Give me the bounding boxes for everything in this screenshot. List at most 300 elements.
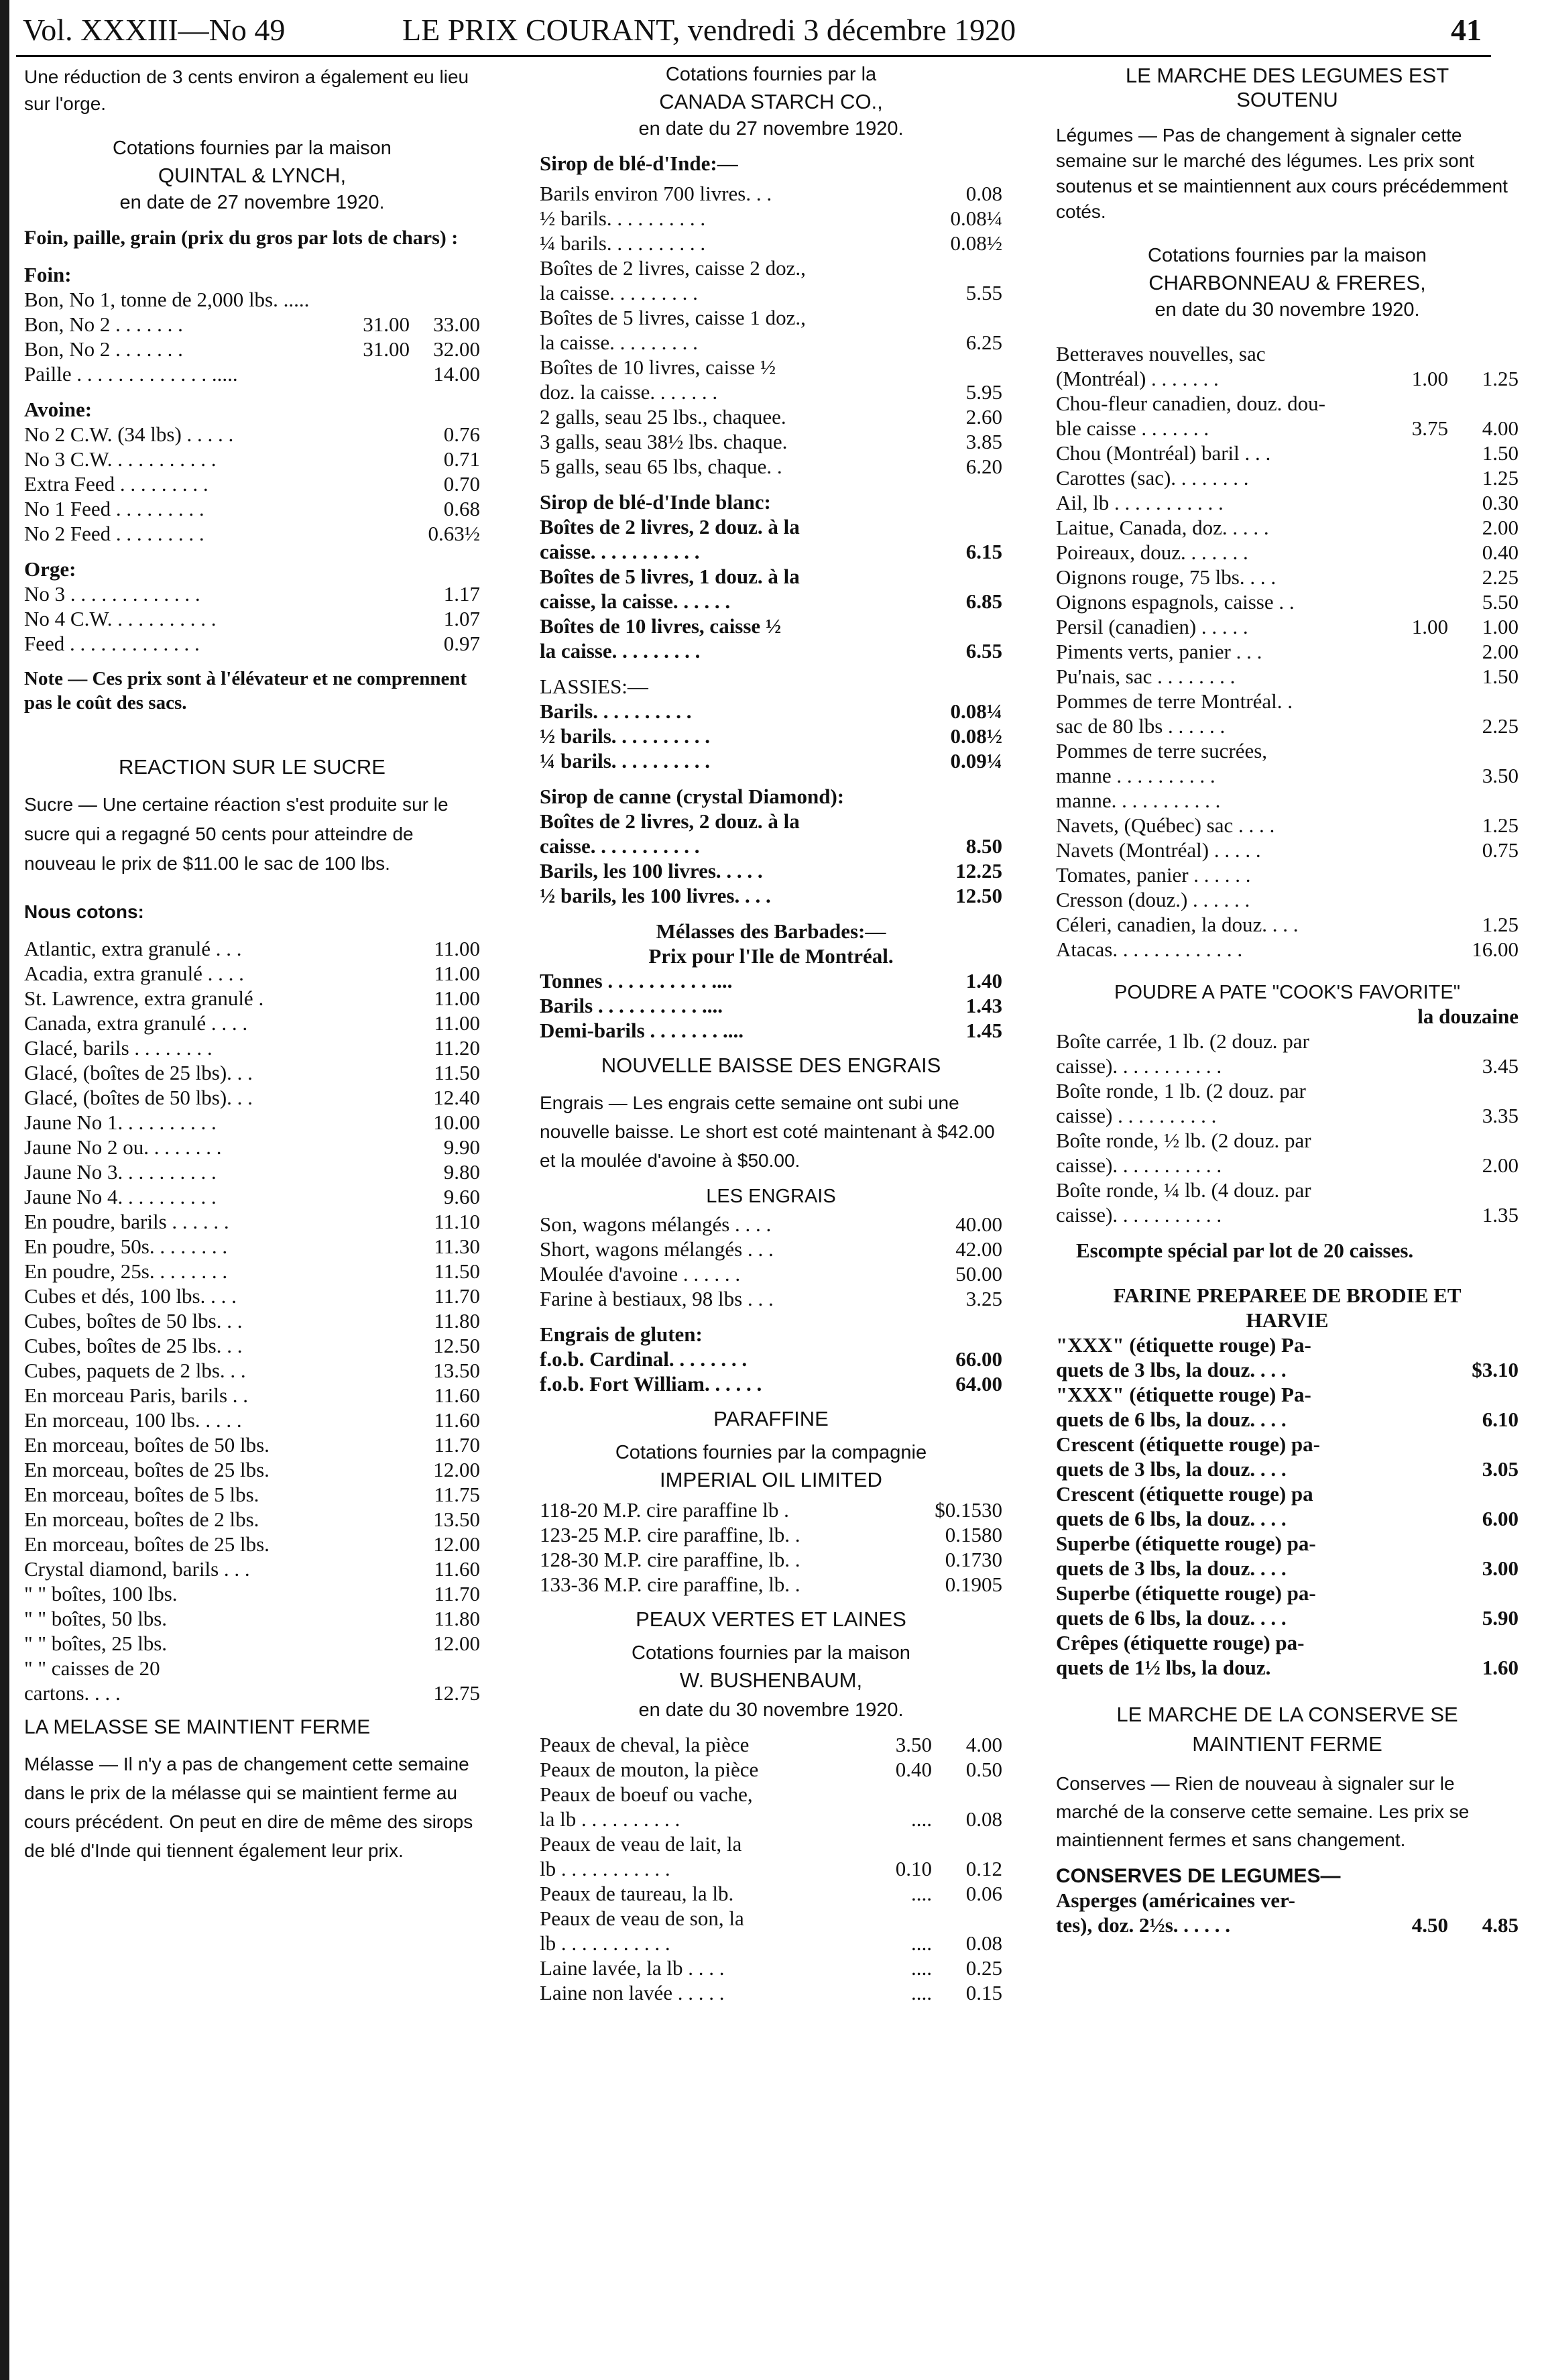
charbonneau-source-line1: Cotations fournies par la maison [1148, 245, 1427, 266]
price-max: 1.00 [1482, 615, 1519, 638]
price-line [1056, 515, 1519, 540]
price-line [1056, 465, 1519, 490]
price-item-label: En morceau, boîtes de 5 lbs. [24, 1483, 259, 1506]
price-item-label: Glacé, barils . . . . . . . . [24, 1036, 213, 1060]
price-min: 31.00 [363, 313, 410, 336]
price-line [540, 231, 1002, 256]
price-line [1056, 813, 1519, 838]
price-line [24, 1358, 480, 1383]
price-max: 0.08 [965, 1931, 1002, 1955]
price-line [1056, 1103, 1519, 1128]
barbades-subtitle: Prix pour l'Ile de Montréal. [648, 944, 894, 968]
price-item-label: Bon, No 1, tonne de 2,000 lbs. ..... [24, 288, 310, 311]
price-item-label: En morceau Paris, barils . . [24, 1383, 249, 1407]
price-min: .... [911, 1807, 932, 1831]
price-value: 1.60 [1482, 1656, 1519, 1679]
price-line [24, 1457, 480, 1482]
conserve-text: Conserves — Rien de nouveau à signaler sur le marché de la conserve cette semaine. Les prix se maintiennent fermes et sans changement. [1056, 1773, 1470, 1850]
price-item-label: Crescent (étiquette rouge) pa [1056, 1482, 1313, 1506]
paraffine-price-list [540, 1497, 1002, 1597]
price-line [540, 1286, 1002, 1311]
price-min [1378, 664, 1448, 689]
price-line [24, 471, 480, 496]
price-item-label: No 4 C.W. . . . . . . . . . . [24, 607, 217, 630]
price-item-label: ble caisse . . . . . . . [1056, 416, 1209, 440]
price-item-label: doz. la caisse. . . . . . . [540, 380, 718, 404]
price-item-label: Superbe (étiquette rouge) pa- [1056, 1532, 1316, 1555]
price-value: 11.60 [434, 1383, 480, 1407]
gluten-price-list [540, 1347, 1002, 1396]
price-value [1425, 1178, 1519, 1202]
price-line [24, 1259, 480, 1284]
price-item-label: Oignons espagnols, caisse . . [1056, 590, 1295, 614]
price-line [540, 834, 1002, 858]
price-item-label: Boîte ronde, 1 lb. (2 douz. par [1056, 1079, 1306, 1102]
foin-heading: Foin, paille, grain (prix du gros par lots de chars) : [24, 227, 459, 249]
price-item-label: 2 galls, seau 25 lbs., chaquee. [540, 405, 786, 429]
price-line [24, 1333, 480, 1358]
price-line [540, 1732, 1002, 1757]
price-max: 0.15 [965, 1981, 1002, 2004]
price-item-label: "XXX" (étiquette rouge) Pa- [1056, 1333, 1311, 1357]
price-max: 1.25 [1482, 367, 1519, 390]
price-item-label: En morceau, boîtes de 25 lbs. [24, 1458, 270, 1481]
price-line [1056, 862, 1519, 887]
price-item-label: En poudre, 50s. . . . . . . . [24, 1235, 228, 1258]
price-line [24, 1110, 480, 1135]
column-2 [540, 64, 1002, 2005]
price-line [1056, 1357, 1519, 1382]
price-max: 4.85 [1482, 1913, 1519, 1937]
price-line [540, 699, 1002, 724]
price-value: 3.35 [1482, 1104, 1519, 1127]
price-value [908, 809, 1002, 834]
price-value: 11.50 [434, 1259, 480, 1283]
price-item-label: Peaux de mouton, la pièce [540, 1758, 759, 1781]
price-value: 11.20 [434, 1036, 480, 1060]
price-line [24, 986, 480, 1011]
price-line [24, 1135, 480, 1159]
page-header [16, 7, 1491, 57]
price-item-label: Chou-fleur canadien, douz. dou- [1056, 392, 1326, 415]
price-item-label: ¼ barils. . . . . . . . . . [540, 749, 711, 773]
price-line [1056, 1506, 1519, 1531]
price-item-label: " " boîtes, 100 lbs. [24, 1582, 178, 1605]
price-min [1378, 862, 1448, 887]
price-item-label: caisse. . . . . . . . . . . [540, 834, 700, 858]
price-max: 4.00 [1482, 416, 1519, 440]
price-item-label: caisse). . . . . . . . . . . [1056, 1054, 1222, 1078]
volume-number: Vol. XXXIII—No 49 [23, 13, 286, 47]
price-min [1378, 788, 1448, 813]
price-item-label: f.o.b. Cardinal. . . . . . . . [540, 1347, 748, 1371]
price-max: 5.50 [1482, 590, 1519, 614]
price-value: 11.80 [434, 1309, 480, 1333]
engrais-text: Engrais — Les engrais cette semaine ont subi une nouvelle baisse. Le short est coté maintenant à $42.00 et la moulée d'avoine à $50.00. [540, 1092, 995, 1171]
price-item-label: lb . . . . . . . . . . . [540, 1931, 670, 1955]
price-value: 0.1905 [945, 1573, 1002, 1596]
price-item-label: 5 galls, seau 65 lbs, chaque. . [540, 455, 782, 478]
price-value [1425, 1333, 1519, 1357]
price-max: 32.00 [433, 337, 480, 361]
legumes-section-title: LE MARCHE DES LEGUMES EST SOUTENU [1125, 64, 1449, 111]
price-value [1425, 1432, 1519, 1457]
price-item-label: Boîte ronde, ¼ lb. (4 douz. par [1056, 1178, 1311, 1202]
avoine-list [24, 422, 480, 546]
price-item-label: Boîtes de 5 livres, caisse 1 doz., [540, 306, 806, 329]
price-item-label: En poudre, 25s. . . . . . . . [24, 1259, 228, 1283]
price-item-label: Superbe (étiquette rouge) pa- [1056, 1581, 1316, 1605]
price-line [1056, 1029, 1519, 1054]
price-item-label: " " caisses de 20 [24, 1656, 160, 1680]
price-line [1056, 1556, 1519, 1581]
price-item-label: Boîtes de 2 livres, 2 douz. à la [540, 515, 800, 539]
price-item-label: Jaune No 2 ou. . . . . . . . [24, 1135, 222, 1159]
price-value: 3.85 [965, 430, 1002, 453]
price-line [540, 181, 1002, 206]
price-value: 11.70 [434, 1284, 480, 1308]
price-max: 2.25 [1482, 565, 1519, 589]
price-line [24, 1234, 480, 1259]
price-item-label: Betteraves nouvelles, sac [1056, 342, 1266, 365]
price-line [540, 1547, 1002, 1572]
price-line [540, 1831, 1002, 1856]
price-item-label: Extra Feed . . . . . . . . . [24, 472, 209, 496]
imperial-source-name: IMPERIAL OIL LIMITED [660, 1468, 882, 1491]
price-item-label: Boîtes de 2 livres, 2 douz. à la [540, 809, 800, 833]
price-line [540, 355, 1002, 380]
nous-cotons-label: Nous cotons: [24, 901, 144, 922]
price-item-label: Jaune No 3. . . . . . . . . . [24, 1160, 217, 1184]
engrais-price-list [540, 1212, 1002, 1311]
price-line [1056, 1153, 1519, 1178]
price-value: 1.35 [1482, 1203, 1519, 1227]
price-line [24, 1060, 480, 1085]
price-line [24, 1159, 480, 1184]
sucre-section-title: REACTION SUR LE SUCRE [119, 755, 385, 779]
price-item-label: Peaux de veau de son, la [540, 1907, 744, 1930]
price-line [24, 447, 480, 471]
price-value: 11.00 [434, 986, 480, 1010]
price-item-label: la lb . . . . . . . . . . [540, 1807, 680, 1831]
price-value: 12.25 [955, 859, 1002, 883]
legumes-price-list [1056, 341, 1519, 962]
price-item-label: caisse). . . . . . . . . . . [1056, 1203, 1222, 1227]
price-value: 12.00 [433, 1532, 480, 1556]
price-value: 3.00 [1482, 1556, 1519, 1580]
price-value: 13.50 [433, 1508, 480, 1531]
price-min [1378, 565, 1448, 589]
price-item-label: quets de 6 lbs, la douz. . . . [1056, 1507, 1287, 1530]
barbades-price-list [540, 968, 1002, 1043]
price-item-label: En morceau, 100 lbs. . . . . [24, 1408, 242, 1432]
price-line [1056, 788, 1519, 813]
price-item-label: sac de 80 lbs . . . . . . [1056, 714, 1226, 738]
price-line [24, 936, 480, 961]
price-value: 12.75 [433, 1681, 480, 1705]
price-value: 66.00 [955, 1347, 1002, 1371]
price-line [540, 280, 1002, 305]
price-item-label: Peaux de taureau, la lb. [540, 1882, 734, 1905]
price-line [1056, 490, 1519, 515]
price-item-label: " " boîtes, 25 lbs. [24, 1632, 168, 1655]
escompte-note: Escompte spécial par lot de 20 caisses. [1076, 1239, 1414, 1262]
price-value: 0.1580 [945, 1523, 1002, 1546]
price-value [1425, 1481, 1519, 1506]
price-item-label: Piments verts, panier . . . [1056, 640, 1262, 663]
price-item-label: Cubes, boîtes de 25 lbs. . . [24, 1334, 243, 1357]
price-line [1056, 1202, 1519, 1227]
foin-list [24, 287, 480, 386]
price-max: 0.08 [965, 1807, 1002, 1831]
price-max [1448, 689, 1519, 714]
price-max: 2.25 [1482, 714, 1519, 738]
price-item-label: Chou (Montréal) baril . . . [1056, 441, 1271, 465]
price-value [908, 614, 1002, 638]
price-value [1425, 1531, 1519, 1556]
sirop-price-list [540, 181, 1002, 479]
column-1 [24, 64, 480, 1865]
price-item-label: Barils. . . . . . . . . . [540, 699, 692, 723]
price-value: 0.09¼ [950, 749, 1002, 773]
price-line [1056, 664, 1519, 689]
price-item-label: quets de 6 lbs, la douz. . . . [1056, 1606, 1287, 1630]
price-value: 6.85 [965, 589, 1002, 613]
price-line [24, 1432, 480, 1457]
price-max: 0.40 [1482, 541, 1519, 564]
price-line [540, 330, 1002, 355]
price-value: 0.70 [443, 472, 480, 496]
price-line [540, 1212, 1002, 1237]
price-max: 1.25 [1482, 813, 1519, 837]
price-min [1378, 714, 1448, 738]
price-item-label: Pommes de terre sucrées, [1056, 739, 1268, 762]
price-value: 0.68 [443, 497, 480, 520]
price-value: 9.60 [443, 1185, 480, 1208]
price-line [540, 993, 1002, 1018]
price-line [540, 614, 1002, 638]
price-value: 11.60 [434, 1408, 480, 1432]
price-max: 0.12 [965, 1857, 1002, 1880]
price-line [540, 256, 1002, 280]
conserve-section-title: LE MARCHE DE LA CONSERVE SE MAINTIENT FERME [1116, 1703, 1458, 1756]
price-min [1378, 838, 1448, 862]
price-item-label: manne. . . . . . . . . . . [1056, 789, 1221, 812]
price-line [540, 1956, 1002, 1980]
price-item-label: 123-25 M.P. cire paraffine, lb. . [540, 1523, 800, 1546]
price-max [1448, 341, 1519, 366]
price-line [24, 1556, 480, 1581]
price-value: 12.50 [433, 1334, 480, 1357]
price-item-label: Tonnes . . . . . . . . . . .... [540, 969, 733, 993]
price-value: 50.00 [955, 1262, 1002, 1286]
price-item-label: tes), doz. 2½s. . . . . . [1056, 1913, 1231, 1937]
price-min [1378, 689, 1448, 714]
price-item-label: Cubes et dés, 100 lbs. . . . [24, 1284, 237, 1308]
price-line [540, 1522, 1002, 1547]
price-item-label: lb . . . . . . . . . . . [540, 1857, 670, 1880]
price-value: 11.00 [434, 937, 480, 960]
lassies-label: LASSIES:— [540, 675, 648, 698]
price-item-label: Peaux de veau de lait, la [540, 1832, 742, 1856]
price-item-label: Cubes, paquets de 2 lbs. . . [24, 1359, 246, 1382]
price-line [1056, 341, 1519, 366]
price-line [1056, 937, 1519, 962]
price-min [1378, 589, 1448, 614]
paraffine-section-title: PARAFFINE [713, 1407, 829, 1430]
price-max [1448, 738, 1519, 763]
price-item-label: Navets (Montréal) . . . . . [1056, 838, 1261, 862]
price-line [540, 539, 1002, 564]
price-line [1056, 1888, 1519, 1913]
price-value: 0.1730 [945, 1548, 1002, 1571]
price-min: 1.00 [1411, 367, 1448, 390]
price-line [1056, 1407, 1519, 1432]
price-min: .... [911, 1882, 932, 1905]
foin-label: Foin: [24, 263, 72, 286]
price-item-label: Cubes, boîtes de 50 lbs. . . [24, 1309, 243, 1333]
price-value: 3.25 [965, 1287, 1002, 1310]
price-item-label: la caisse. . . . . . . . . [540, 639, 701, 663]
avoine-label: Avoine: [24, 398, 93, 421]
price-item-label: cartons. . . . [24, 1681, 121, 1705]
price-line [1056, 838, 1519, 862]
price-line [24, 337, 480, 361]
price-min: .... [911, 1931, 932, 1955]
price-line [540, 1856, 1002, 1881]
price-value: 11.30 [434, 1235, 480, 1258]
price-line [24, 631, 480, 656]
orge-label: Orge: [24, 557, 76, 581]
price-value: 0.08¼ [950, 699, 1002, 723]
price-line [1056, 614, 1519, 639]
price-line [1056, 416, 1519, 441]
sucre-text: Sucre — Une certaine réaction s'est produite sur le sucre qui a regagné 50 cents pour atteindre de nouveau le prix de $11.00 le sac de 100 lbs. [24, 794, 449, 874]
price-line [1056, 1457, 1519, 1481]
price-item-label: Céleri, canadien, la douz. . . . [1056, 913, 1299, 936]
price-value: 0.76 [443, 422, 480, 446]
price-min [1378, 441, 1448, 465]
price-value: 1.40 [965, 969, 1002, 993]
price-line [24, 1035, 480, 1060]
conserves-legumes-title: CONSERVES DE LEGUMES— [1056, 1865, 1341, 1887]
price-line [1056, 689, 1519, 714]
price-item-label: Pu'nais, sac . . . . . . . . [1056, 665, 1236, 688]
price-line [540, 564, 1002, 589]
price-max: 1.25 [1482, 913, 1519, 936]
price-item-label: Jaune No 4. . . . . . . . . . [24, 1185, 217, 1208]
price-value [1425, 1581, 1519, 1605]
price-line [540, 1497, 1002, 1522]
price-line [540, 1572, 1002, 1597]
charbonneau-source-date: en date du 30 novembre 1920. [1154, 299, 1420, 321]
price-item-label: quets de 6 lbs, la douz. . . . [1056, 1408, 1287, 1431]
price-value [1425, 1029, 1519, 1054]
price-min [1378, 813, 1448, 838]
price-item-label: ½ barils, les 100 livres. . . . [540, 884, 771, 907]
price-min [1378, 738, 1448, 763]
price-line [540, 1018, 1002, 1043]
imperial-source-line1: Cotations fournies par la compagnie [615, 1442, 927, 1463]
price-line [1056, 738, 1519, 763]
price-item-label: 133-36 M.P. cire paraffine, lb. . [540, 1573, 800, 1596]
price-value [1425, 1128, 1519, 1153]
price-item-label: Boîte ronde, ½ lb. (2 douz. par [1056, 1129, 1311, 1152]
price-item-label: Barils, les 100 livres. . . . . [540, 859, 763, 883]
price-max [1448, 1888, 1519, 1913]
price-value: 5.55 [965, 281, 1002, 304]
price-item-label: En poudre, barils . . . . . . [24, 1210, 229, 1233]
bushenbaum-source-line1: Cotations fournies par la maison [632, 1642, 910, 1664]
price-line [24, 1011, 480, 1035]
lassies-price-list [540, 699, 1002, 773]
price-item-label: Glacé, (boîtes de 25 lbs). . . [24, 1061, 253, 1084]
price-item-label: Poireaux, douz. . . . . . . [1056, 541, 1248, 564]
price-value: 13.50 [433, 1359, 480, 1382]
price-value: 10.00 [433, 1111, 480, 1134]
price-item-label: Cresson (douz.) . . . . . . [1056, 888, 1250, 911]
price-min: 1.00 [1411, 615, 1448, 638]
price-value: 3.05 [1482, 1457, 1519, 1481]
price-value [908, 256, 1002, 280]
price-max: 1.50 [1482, 441, 1519, 465]
price-min: 0.40 [895, 1758, 932, 1781]
price-max: 33.00 [433, 313, 480, 336]
price-line [1056, 589, 1519, 614]
price-line [1056, 1054, 1519, 1078]
price-min [1378, 763, 1448, 788]
price-min [1378, 391, 1448, 416]
price-line [540, 454, 1002, 479]
price-line [1056, 540, 1519, 565]
price-value: 1.17 [443, 582, 480, 606]
price-line [540, 968, 1002, 993]
price-value: 0.08½ [950, 231, 1002, 255]
price-item-label: ¼ barils. . . . . . . . . . [540, 231, 706, 255]
price-item-label: No 2 C.W. (34 lbs) . . . . . [24, 422, 234, 446]
canada-starch-source-line1: Cotations fournies par la [665, 64, 877, 85]
price-item-label: Peaux de cheval, la pièce [540, 1733, 750, 1756]
quintal-source-line1: Cotations fournies par la maison [113, 137, 392, 159]
price-item-label: "XXX" (étiquette rouge) Pa- [1056, 1383, 1311, 1406]
price-item-label: Canada, extra granulé . . . . [24, 1011, 248, 1035]
price-line [24, 1507, 480, 1532]
bushenbaum-source-date: en date du 30 novembre 1920. [638, 1699, 904, 1721]
price-item-label: Boîtes de 5 livres, 1 douz. à la [540, 565, 800, 588]
price-value: 1.43 [965, 994, 1002, 1017]
price-max [1448, 788, 1519, 813]
price-item-label: Barils environ 700 livres. . . [540, 182, 772, 205]
price-item-label: No 3 . . . . . . . . . . . . . [24, 582, 200, 606]
price-item-label: Farine à bestiaux, 98 lbs . . . [540, 1287, 774, 1310]
price-line [540, 858, 1002, 883]
price-min [862, 1782, 932, 1807]
price-line [24, 1482, 480, 1507]
price-line [1056, 887, 1519, 912]
price-value: $0.1530 [935, 1498, 1002, 1522]
price-item-label: quets de 3 lbs, la douz. . . . [1056, 1457, 1287, 1481]
price-line [540, 1782, 1002, 1807]
price-max: 0.50 [965, 1758, 1002, 1781]
price-min: 3.50 [895, 1733, 932, 1756]
price-line [24, 1581, 480, 1606]
price-line [1056, 1128, 1519, 1153]
price-item-label: Moulée d'avoine . . . . . . [540, 1262, 741, 1286]
price-line [24, 1631, 480, 1656]
column-3 [1056, 64, 1519, 1937]
price-item-label: Laine lavée, la lb . . . . [540, 1956, 725, 1980]
price-item-label: caisse, la caisse. . . . . . [540, 589, 731, 613]
